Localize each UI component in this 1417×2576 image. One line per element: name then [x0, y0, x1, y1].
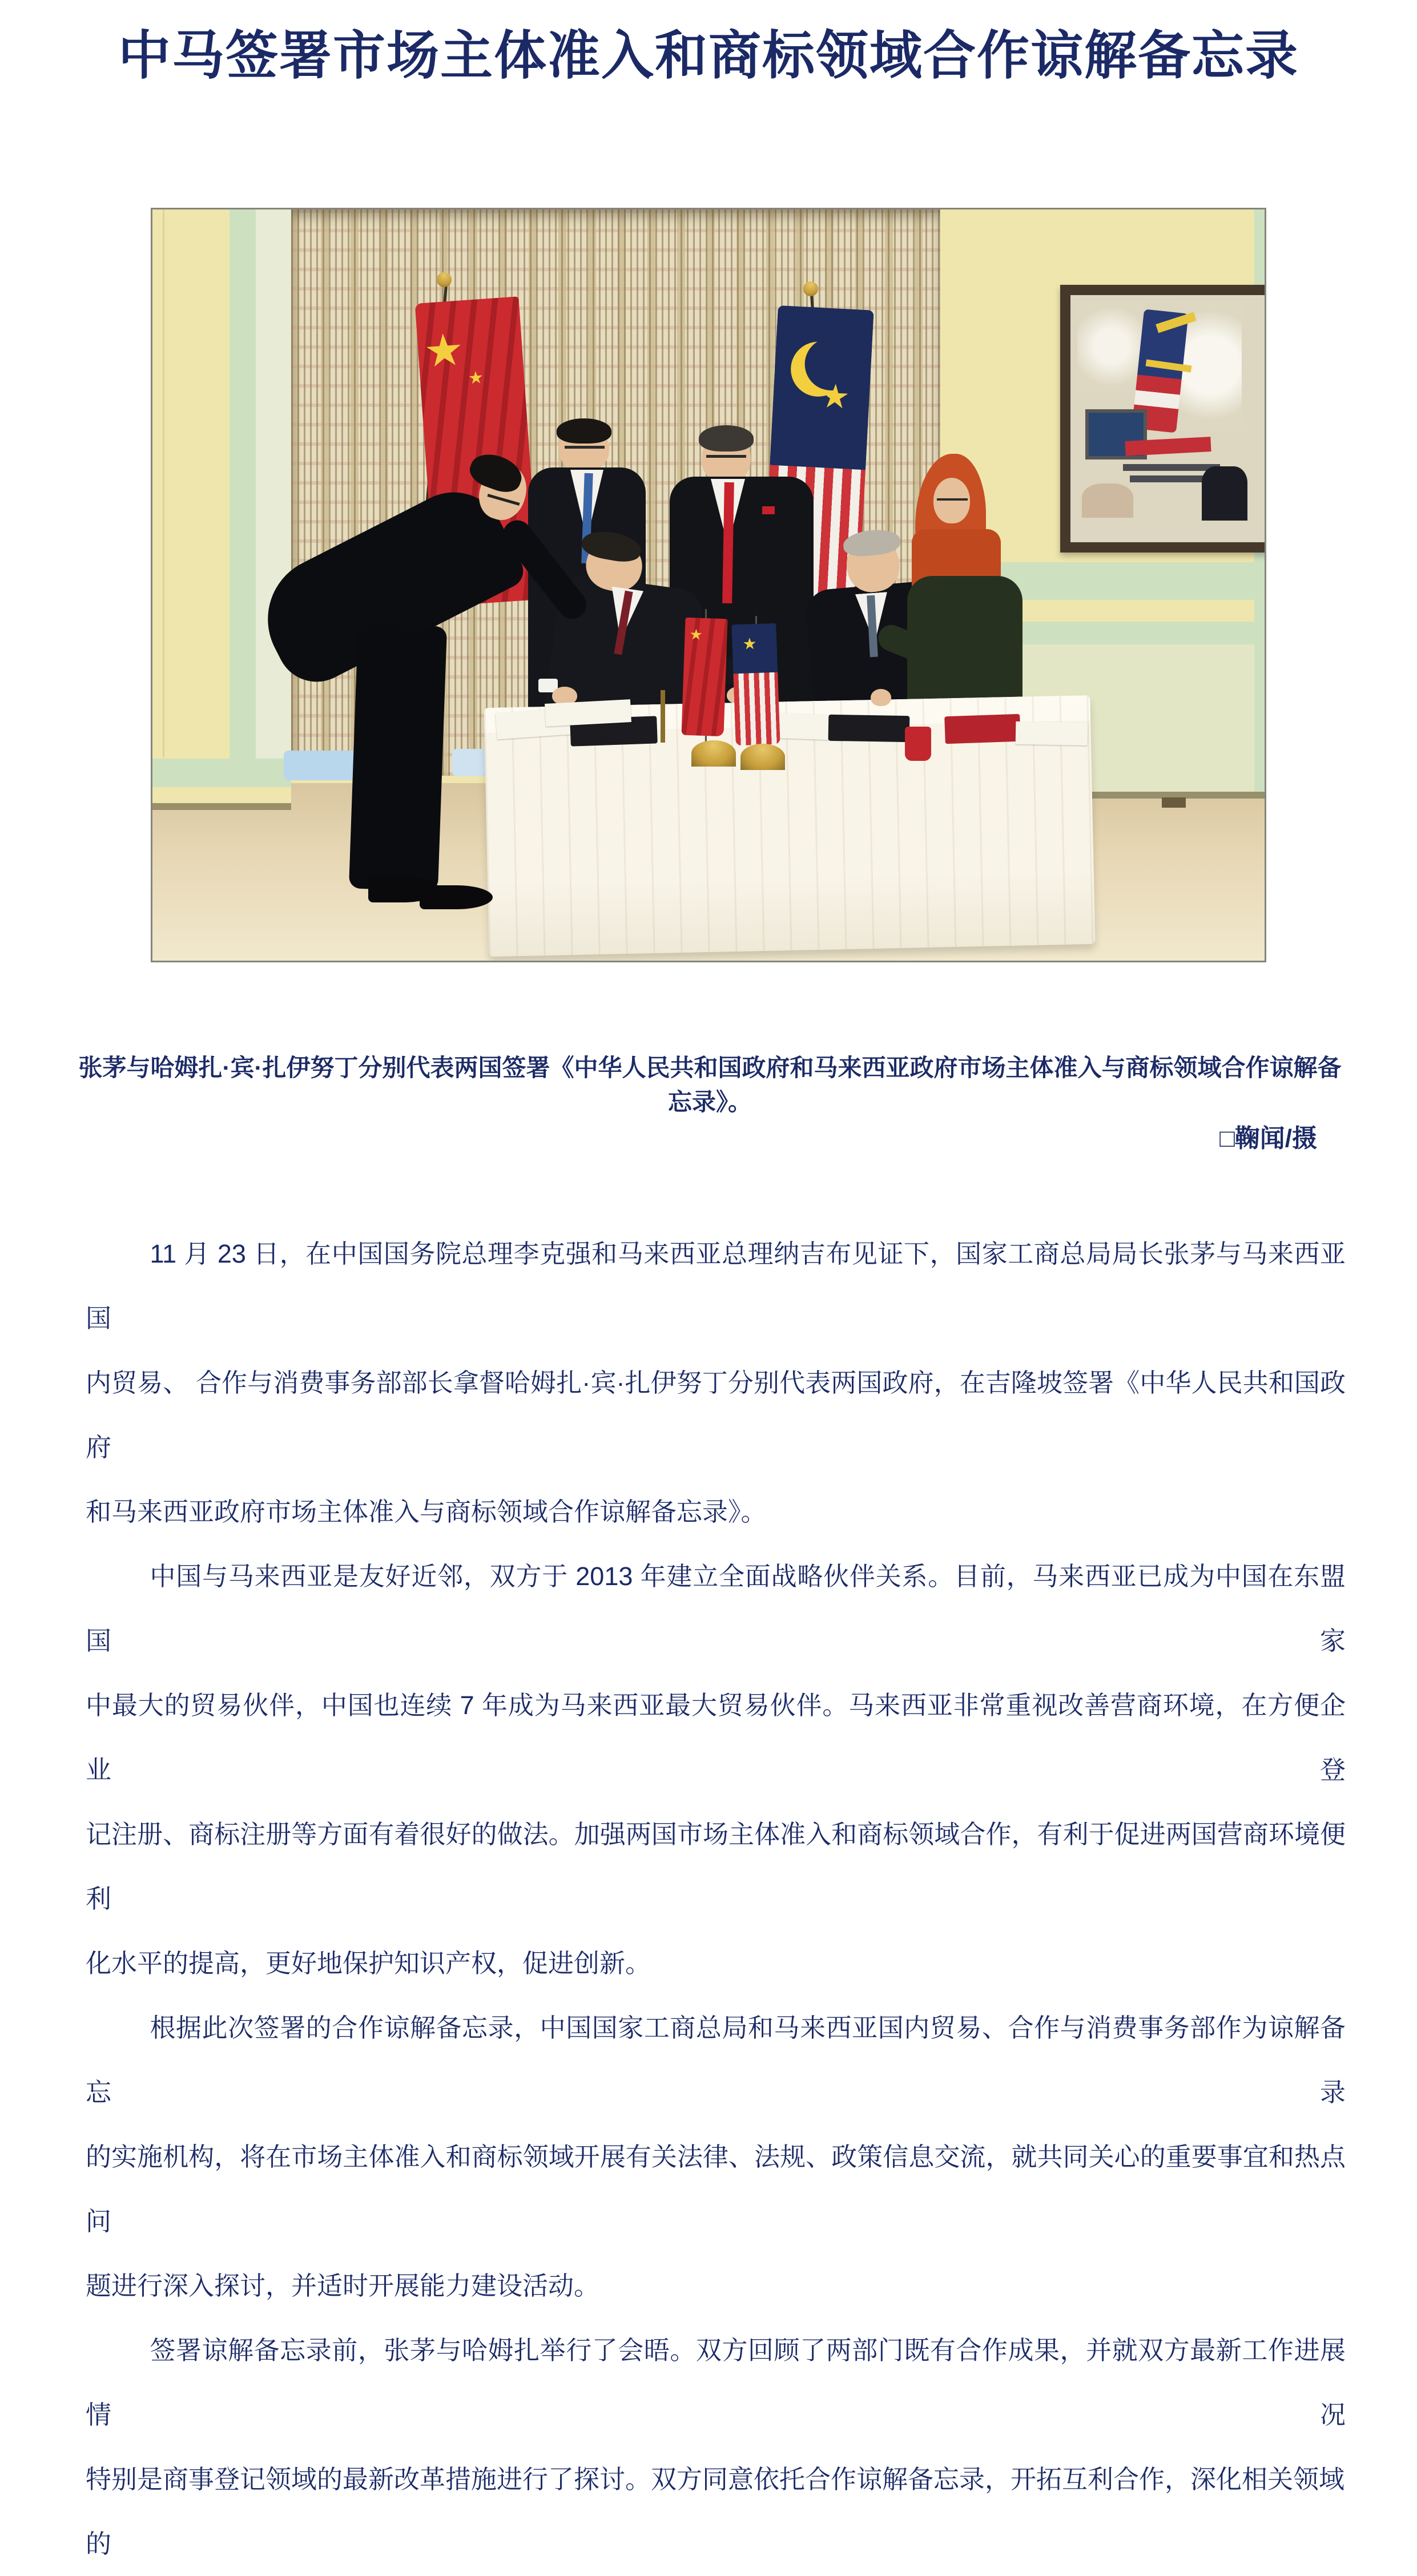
paragraph — [86, 1544, 1346, 1996]
signing-pad — [828, 715, 910, 742]
woman-hand — [871, 689, 891, 706]
wall-mint-strip — [230, 209, 256, 759]
left-wall — [152, 209, 291, 810]
page-title: 中马签署市场主体准入和商标领域合作谅解备忘录 — [118, 27, 1299, 85]
pocket-square — [762, 506, 775, 514]
mini-malaysia-canton — [731, 623, 778, 674]
paragraph — [86, 1996, 1346, 2318]
mini-malaysia-stripes — [733, 672, 780, 746]
paragraph-line: 根据此次签署的合作谅解备忘录，中国国家工商总局和马来西亚国内贸易、合作与消费事务部作为谅解备忘录 — [86, 2013, 1346, 2107]
hair — [557, 418, 611, 444]
pen-holder — [661, 690, 665, 743]
shoe — [420, 885, 493, 909]
paragraph-line: 化水平的提高，更好地保护知识产权，促进创新。 — [86, 1949, 651, 1978]
legs — [349, 623, 447, 891]
paragraph — [86, 1222, 1346, 1544]
flag-stand-base — [284, 751, 364, 780]
mini-china-cloth — [681, 618, 727, 736]
mini-flag-base — [691, 740, 736, 767]
china-flag-star: ★ — [467, 368, 485, 388]
one-malaysia-picture-frame — [1060, 285, 1266, 553]
document-paper — [545, 699, 631, 727]
flag-pole-finial — [803, 281, 818, 296]
mini-flag-base — [740, 744, 785, 770]
baseboard — [152, 803, 291, 810]
malaysia-flag-canton — [770, 305, 873, 470]
flag-pole-finial — [437, 272, 452, 287]
paragraph-line: 中最大的贸易伙伴，中国也连续 7 年成为马来西亚最大贸易伙伴。马来西亚非常重视改善营商环境，在方便企业登 — [86, 1691, 1346, 1784]
paragraph-line: 签署谅解备忘录前，张茅与哈姆扎举行了会晤。双方回顾了两部门既有合作成果，并就双方最新工作进展情况 — [86, 2336, 1346, 2429]
chair-rail — [152, 759, 291, 787]
hair — [699, 425, 754, 451]
picture-figure — [1082, 483, 1133, 518]
paragraph — [86, 2318, 1346, 2576]
paragraph-line: 中国与马来西亚是友好近邻，双方于 2013 年建立全面战略伙伴关系。目前，马来西亚已成为中国在东盟国家 — [86, 1562, 1346, 1655]
wall-light-strip — [256, 209, 291, 759]
news-photo — [151, 208, 1266, 962]
mini-malaysia-cloth — [731, 623, 780, 746]
china-flag-star: ★ — [422, 324, 466, 377]
paragraph-line: 记注册、商标注册等方面有着很好的做法。加强两国市场主体准入和商标领域合作，有利于促进两国营商环境便利 — [86, 1820, 1346, 1913]
paragraph-line: 的实施机构，将在市场主体准入和商标领域开展有关法律、法规、政策信息交流，就共同关心的重要事宜和热点问 — [86, 2142, 1346, 2236]
flag-stand-base — [452, 749, 486, 776]
article-body — [86, 1222, 1346, 2576]
paragraph-line: 和马来西亚政府市场主体准入与商标领域合作谅解备忘录》。 — [86, 1497, 767, 1526]
red-cup — [905, 727, 931, 761]
glasses-icon — [937, 498, 968, 501]
red-folder — [944, 714, 1021, 744]
photo-caption: 张茅与哈姆扎·宾·扎伊努丁分别代表两国签署《中华人民共和国政府和马来西亚政府市场主体准入与商标领域合作谅解备忘录》。 — [78, 1054, 1342, 1115]
malaysia-flag-star: ★ — [819, 377, 851, 416]
paragraph-line: 特别是商事登记领域的最新改革措施进行了探讨。双方同意依托合作谅解备忘录，开拓互利合作，深化相关领域的 — [86, 2465, 1345, 2558]
face — [933, 478, 970, 523]
picture-figure — [1202, 466, 1247, 521]
paragraph-line: 题进行深入探讨，并适时开展能力建设活动。 — [86, 2271, 600, 2300]
wall-outlet — [1162, 797, 1186, 808]
malaysia-flag-star: ★ — [742, 634, 758, 653]
picture-caption-bar — [1123, 464, 1220, 471]
chandelier-reflection — [1077, 301, 1146, 392]
paragraph-line: 11 月 23 日，在中国国务院总理李克强和马来西亚总理纳吉布见证下，国家工商总局局长张茅与马来西亚国 — [86, 1239, 1346, 1333]
picture-caption-bar — [1130, 475, 1210, 482]
wall-panel-line — [163, 209, 164, 757]
glasses-icon — [706, 455, 746, 458]
photo-credit: □鞠闻/摄 — [1219, 1124, 1317, 1152]
document-paper — [1016, 721, 1088, 745]
paragraph-line: 内贸易、 合作与消费事务部部长拿督哈姆扎·宾·扎伊努丁分别代表两国政府，在吉隆坡签署《中华人民共和国政府 — [86, 1368, 1346, 1462]
china-flag-star: ★ — [689, 626, 703, 643]
glasses-icon — [565, 446, 605, 449]
